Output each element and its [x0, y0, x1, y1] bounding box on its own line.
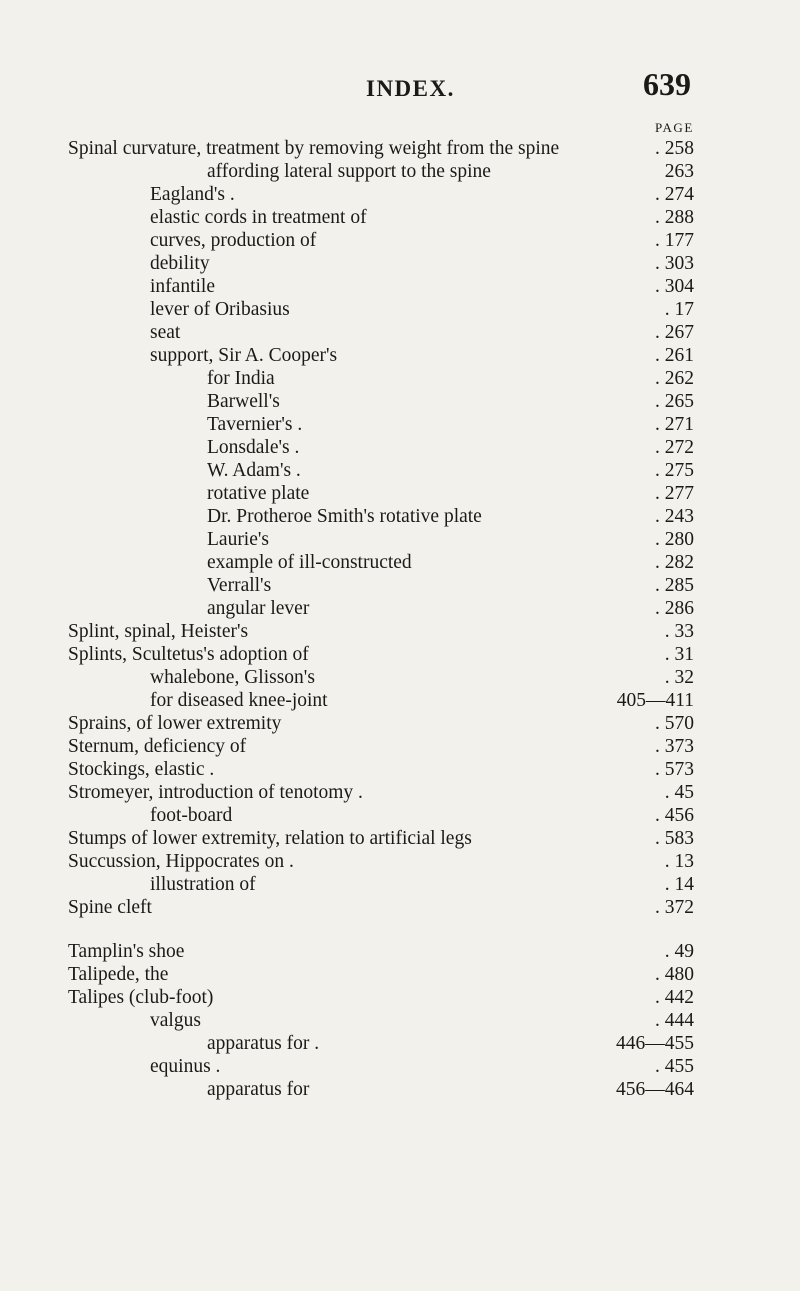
index-entry [0, 551, 800, 574]
entry-page-ref: . 373 [655, 736, 694, 757]
entry-text: whalebone, Glisson's [150, 667, 315, 688]
index-entry [0, 390, 800, 413]
index-entry [0, 252, 800, 275]
entry-text: Tavernier's . [207, 414, 303, 435]
index-entry [0, 482, 800, 505]
entry-text: affording lateral support to the spine [207, 161, 491, 182]
index-entry [0, 896, 800, 919]
entry-text: Splint, spinal, Heister's [68, 621, 249, 642]
entry-page-ref: . 304 [655, 276, 694, 297]
entry-page-ref: . 31 [664, 644, 694, 665]
index-entry [0, 781, 800, 804]
index-entry [0, 827, 800, 850]
entry-page-ref: . 455 [655, 1056, 694, 1077]
entry-page-ref: . 573 [655, 759, 694, 780]
entry-text: apparatus for [207, 1079, 310, 1100]
entry-page-ref: . 14 [664, 874, 694, 895]
entry-text: Stockings, elastic . [68, 759, 215, 780]
index-entry [0, 137, 800, 160]
entry-text: Talipes (club-foot) [68, 987, 214, 1008]
entry-text: Tamplin's shoe [68, 941, 185, 962]
index-entry [0, 367, 800, 390]
index-entry [0, 1009, 800, 1032]
entry-page-ref: . 285 [655, 575, 694, 596]
index-entry [0, 850, 800, 873]
entry-page-ref: . 277 [655, 483, 694, 504]
entry-page-ref: . 265 [655, 391, 694, 412]
index-entry [0, 666, 800, 689]
index-entry [0, 229, 800, 252]
entry-page-ref: . 45 [664, 782, 694, 803]
page-number: 639 [643, 66, 691, 102]
entry-text: elastic cords in treatment of [150, 207, 367, 228]
entry-page-ref: . 275 [655, 460, 694, 481]
entry-text: Barwell's [207, 391, 280, 412]
entry-page-ref: . 442 [655, 987, 694, 1008]
entry-page-ref: . 17 [664, 299, 694, 320]
entry-page-ref: . 570 [655, 713, 694, 734]
entry-text: curves, production of [150, 230, 317, 251]
entry-page-ref: . 280 [655, 529, 694, 550]
entry-text: lever of Oribasius [150, 299, 290, 320]
index-entry [0, 344, 800, 367]
entry-page-ref: . 583 [655, 828, 694, 849]
entry-text: Spine cleft [68, 897, 152, 918]
index-entry [0, 206, 800, 229]
index-entry [0, 643, 800, 666]
index-entry [0, 574, 800, 597]
index-entry [0, 528, 800, 551]
entry-page-ref: . 303 [655, 253, 694, 274]
index-entry [0, 298, 800, 321]
entry-page-ref: . 274 [655, 184, 694, 205]
entry-text: apparatus for . [207, 1033, 320, 1054]
entry-text: Laurie's [207, 529, 269, 550]
index-entry [0, 1078, 800, 1101]
entry-text: valgus [150, 1010, 201, 1031]
index-entry [0, 1055, 800, 1078]
entry-page-ref: . 288 [655, 207, 694, 228]
index-entry [0, 689, 800, 712]
index-entry [0, 160, 800, 183]
index-entry [0, 597, 800, 620]
entry-page-ref: . 262 [655, 368, 694, 389]
entry-text: for India [207, 368, 275, 389]
entry-page-ref: . 32 [664, 667, 694, 688]
entry-text: Succussion, Hippocrates on . [68, 851, 294, 872]
index-entry [0, 735, 800, 758]
running-title: INDEX. [366, 76, 455, 101]
index-entry [0, 712, 800, 735]
index-entry [0, 804, 800, 827]
index-entries [0, 137, 800, 1101]
running-head [0, 64, 800, 104]
index-entry [0, 436, 800, 459]
entry-page-ref: . 286 [655, 598, 694, 619]
entry-text: Talipede, the [68, 964, 169, 985]
entry-text: angular lever [207, 598, 310, 619]
entry-text: seat [150, 322, 181, 343]
index-entry [0, 505, 800, 528]
entry-page-ref: . 282 [655, 552, 694, 573]
entry-text: Dr. Protheroe Smith's rotative plate [207, 506, 482, 527]
index-entry [0, 183, 800, 206]
index-entry [0, 940, 800, 963]
entry-text: support, Sir A. Cooper's [150, 345, 338, 366]
index-entry [0, 459, 800, 482]
entry-text: Stumps of lower extremity, relation to artificial legs [68, 828, 472, 849]
entry-page-ref: 446—455 [616, 1033, 694, 1054]
index-entry [0, 321, 800, 344]
entry-page-ref: . 49 [664, 941, 694, 962]
index-entry [0, 986, 800, 1009]
entry-text: Verrall's [207, 575, 272, 596]
index-entry [0, 275, 800, 298]
entry-page-ref: . 261 [655, 345, 694, 366]
entry-page-ref: . 33 [664, 621, 694, 642]
entry-page-ref: 263 [664, 161, 694, 182]
entry-page-ref: . 271 [655, 414, 694, 435]
entry-page-ref: . 13 [664, 851, 694, 872]
index-entry [0, 963, 800, 986]
entry-text: rotative plate [207, 483, 310, 504]
entry-page-ref: . 267 [655, 322, 694, 343]
index-entry [0, 873, 800, 896]
index-entry [0, 413, 800, 436]
entry-text: W. Adam's . [207, 460, 301, 481]
entry-text: Lonsdale's . [207, 437, 300, 458]
entry-text: Sprains, of lower extremity [68, 713, 282, 734]
entry-page-ref: . 243 [655, 506, 694, 527]
entry-page-ref: . 272 [655, 437, 694, 458]
entry-page-ref: . 177 [655, 230, 694, 251]
entry-page-ref: . 258 [655, 138, 694, 159]
entry-page-ref: . 456 [655, 805, 694, 826]
entry-text: Splints, Scultetus's adoption of [68, 644, 309, 665]
entry-text: equinus . [150, 1056, 221, 1077]
index-entry [0, 1032, 800, 1055]
entry-text: for diseased knee-joint [150, 690, 328, 711]
entry-page-ref: . 372 [655, 897, 694, 918]
entry-text: foot-board [150, 805, 233, 826]
entry-text: Stromeyer, introduction of tenotomy . [68, 782, 363, 803]
entry-text: example of ill-constructed [207, 552, 412, 573]
index-entry [0, 620, 800, 643]
entry-text: Eagland's . [150, 184, 235, 205]
index-entry [0, 758, 800, 781]
entry-text: Sternum, deficiency of [68, 736, 247, 757]
entry-page-ref: . 444 [655, 1010, 694, 1031]
entry-page-ref: 456—464 [616, 1079, 694, 1100]
page-column-label: PAGE [655, 120, 694, 135]
entry-page-ref: . 480 [655, 964, 694, 985]
entry-text: infantile [150, 276, 215, 297]
entry-text: debility [150, 253, 210, 274]
entry-text: Spinal curvature, treatment by removing weight from the spine [68, 138, 560, 159]
entry-text: illustration of [150, 874, 256, 895]
entry-page-ref: 405—411 [616, 690, 694, 711]
